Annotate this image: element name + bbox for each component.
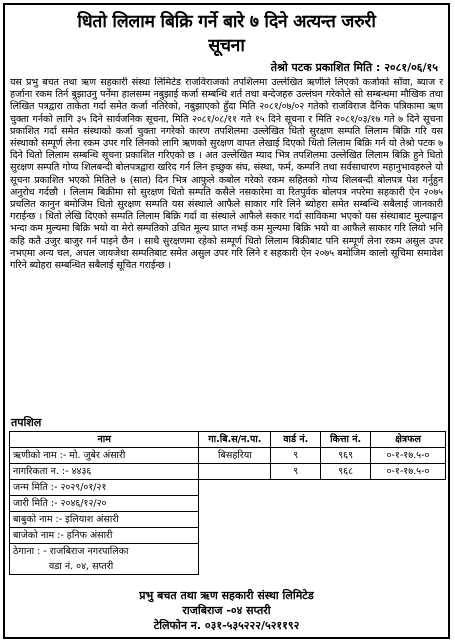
details-label: तपशिल — [11, 416, 42, 429]
info-row — [10, 480, 446, 496]
address-line-1: ठेगाना : - राजबिराज नगरपालिका — [13, 546, 129, 557]
title-line-2: सूचना — [208, 36, 245, 56]
published-date: तेश्रो पटक प्रकाशित मिति : २०८१/०६/१५ — [270, 61, 438, 74]
info-row — [10, 496, 446, 512]
header-area: क्षेत्रफल — [371, 432, 446, 448]
info-row — [10, 528, 446, 544]
header-ward: वार्ड नं. — [271, 432, 321, 448]
row-name: नागरिकता न. :- ४४३६ — [10, 464, 199, 480]
info-row — [10, 544, 446, 575]
table-row — [10, 448, 446, 464]
row-ward: ९ — [271, 448, 321, 464]
row-plot: ९६९ — [321, 448, 371, 464]
row-plot: ९६८ — [321, 464, 371, 480]
info-issue-date: जारी मिति :- २०४६/१२/२० — [10, 496, 199, 512]
footer — [5, 588, 448, 633]
details-table — [9, 431, 446, 575]
title-line-1: धितो लिलाम बिक्रि गर्ने बारे ७ दिने अत्यन्त जरुरी — [77, 12, 376, 32]
row-area: ०-१-१७.५-० — [371, 464, 446, 480]
info-row — [10, 512, 446, 528]
row-area: ०-१-१७.५-० — [371, 448, 446, 464]
header-name: नाम — [10, 432, 199, 448]
header-municipality: गा.बि.स/न.पा. — [199, 432, 271, 448]
row-name: ऋणीको नाम :- मो. जुबेर अंसारी — [10, 448, 199, 464]
info-father-name: बाबुको नाम :- इलियाश अंसारी — [10, 512, 199, 528]
footer-org: प्रभु बचत तथा ऋण सहकारी संस्था लिमिटेड — [139, 589, 314, 602]
table-row — [10, 464, 446, 480]
notice-body: यस प्रभु बचत तथा ऋण सहकारी संस्था लिमिटेड राजविराजको तपशिलमा उल्लेखित ऋणीले लिएको कर्जाको साँवा, ब्याज र हर्जाना रकम तिर्न बुझाउनु पर्नेमा हालसम्म नबुझाई कर्जा सम्बन्धि शर्त तथा बन्देजहरु उल्लंघन गरेकोले सो सम्बन्धमा मौखिक तथा लिखित पत्रद्वारा ताकेता गर्दा समेत कर्जा नतिरेको, नबुझाएको हुँदा मिति २०८१/०७/०२ गतेको राजविराज दैनिक पत्रिकामा ऋण चुक्ता गर्नको लागि ३५ दिने सार्वजनिक सूचना, मिति २०८१/०८/११ गते १५ दिने सूचना र मिति २०८१/०३/१७ गते ७ दिने सूचना प्रकाशित गर्दा समेत संस्थाको कर्जा चुक्ता नगरेको कारण तपशिलमा उल्लेखित धितो सुरक्षण सम्पति लिलाम बिक्रि गरि यस संस्थाको सम्पूर्ण लेना रकम उपर गरि लिनको लागि ऋणको सुरक्षण वापत लेखाई दिएको धितो लिलाम बिक्रि गर्न यो तेश्रो पटक ७ दिने धितो लिलाम सम्बन्धि सूचना प्रकाशित गरिएको छ । अत उल्लेखित म्याद भित्र तपशिलमा उल्लेखित लिलाम बिक्रि हुने धितो सुरक्षण सम्पति गोप्य शिलबन्दी बोलपत्रद्वारा खरिद गर्न लिन इच्छुक संघ, संस्था, फर्म, कम्पनि तथा सर्वसाधारण महानुभावहरुले यो सूचना प्रकाशित भएको मितिले ७ (सात) दिन भित्र आफुले कबोल गरेको रकम सहितको गोप्य शिलबन्दी बोलपत्र पेश गर्नुहुन अनुरोध गर्दछौ । लिलाम बिक्रीमा सो सुरक्षण धितो सम्पति कसैले नसकारेमा वा रितपुर्वक बोलपत्र नपरेमा सहकारी ऐन २०७५ प्रचलित कानुन बमोजिम धितो सुरक्षण सम्पति यस संस्थाले आफैले साकार गरि लिने ब्योहरा समेत सम्बन्धि सबैलाई जानकारी गराईन्छ । धितो लेखि दिएको सम्पति लिलाम बिक्रि गर्दा वा संस्थाले आफैले सकार गर्दा साविकमा भएको यस संस्थाबाट मुल्याङ्गन भन्दा कम मुल्यमा बिक्रि भयो वा मेरो सम्पतिको उचित मूल्य प्राप्त नभई कम मुल्यमा बिक्रि भयो वा आफैले साकार गरि लियो भनि कहि कतै उजुर बाजुर गर्न पाइने छैन । साथै सुरक्षणमा रहेको सम्पूर्ण धितो लिलाम बिक्रीबाट पनि सम्पूर्ण लेना रकम असुल उपर नभएमा अन्य चल, अचल जायजेथा सम्पतिबाट समेत असुल उपर गरि लिने र सहकारी ऐन २०७५ बमोजिम कालो सूचिमा समावेश गरिने ब्योहरा सम्बन्धित सबैलाई सूचित गराईन्छ । — [10, 77, 443, 272]
info-birth-date: जन्म मिति :- २०२९/०१/२१ — [10, 480, 199, 496]
row-municipality — [199, 464, 271, 480]
header-plot: कित्ता नं. — [321, 432, 371, 448]
info-address — [10, 544, 199, 575]
footer-address: राजबिराज -०४ सप्तरी — [182, 604, 271, 617]
row-municipality: बिसहरिया — [199, 448, 271, 464]
notice-title — [9, 10, 444, 58]
info-grandfather-name: बाजेको नाम :- हनिफ अंसारी — [10, 528, 199, 544]
footer-phone: टेलिफोन न. ०३१-५३५२२२/५२११९२ — [153, 619, 300, 632]
address-line-2: वडा नं. ०४, सप्तरी — [49, 561, 114, 572]
row-ward: ९ — [271, 464, 321, 480]
table-header-row — [10, 432, 446, 448]
notice-page — [3, 3, 450, 639]
